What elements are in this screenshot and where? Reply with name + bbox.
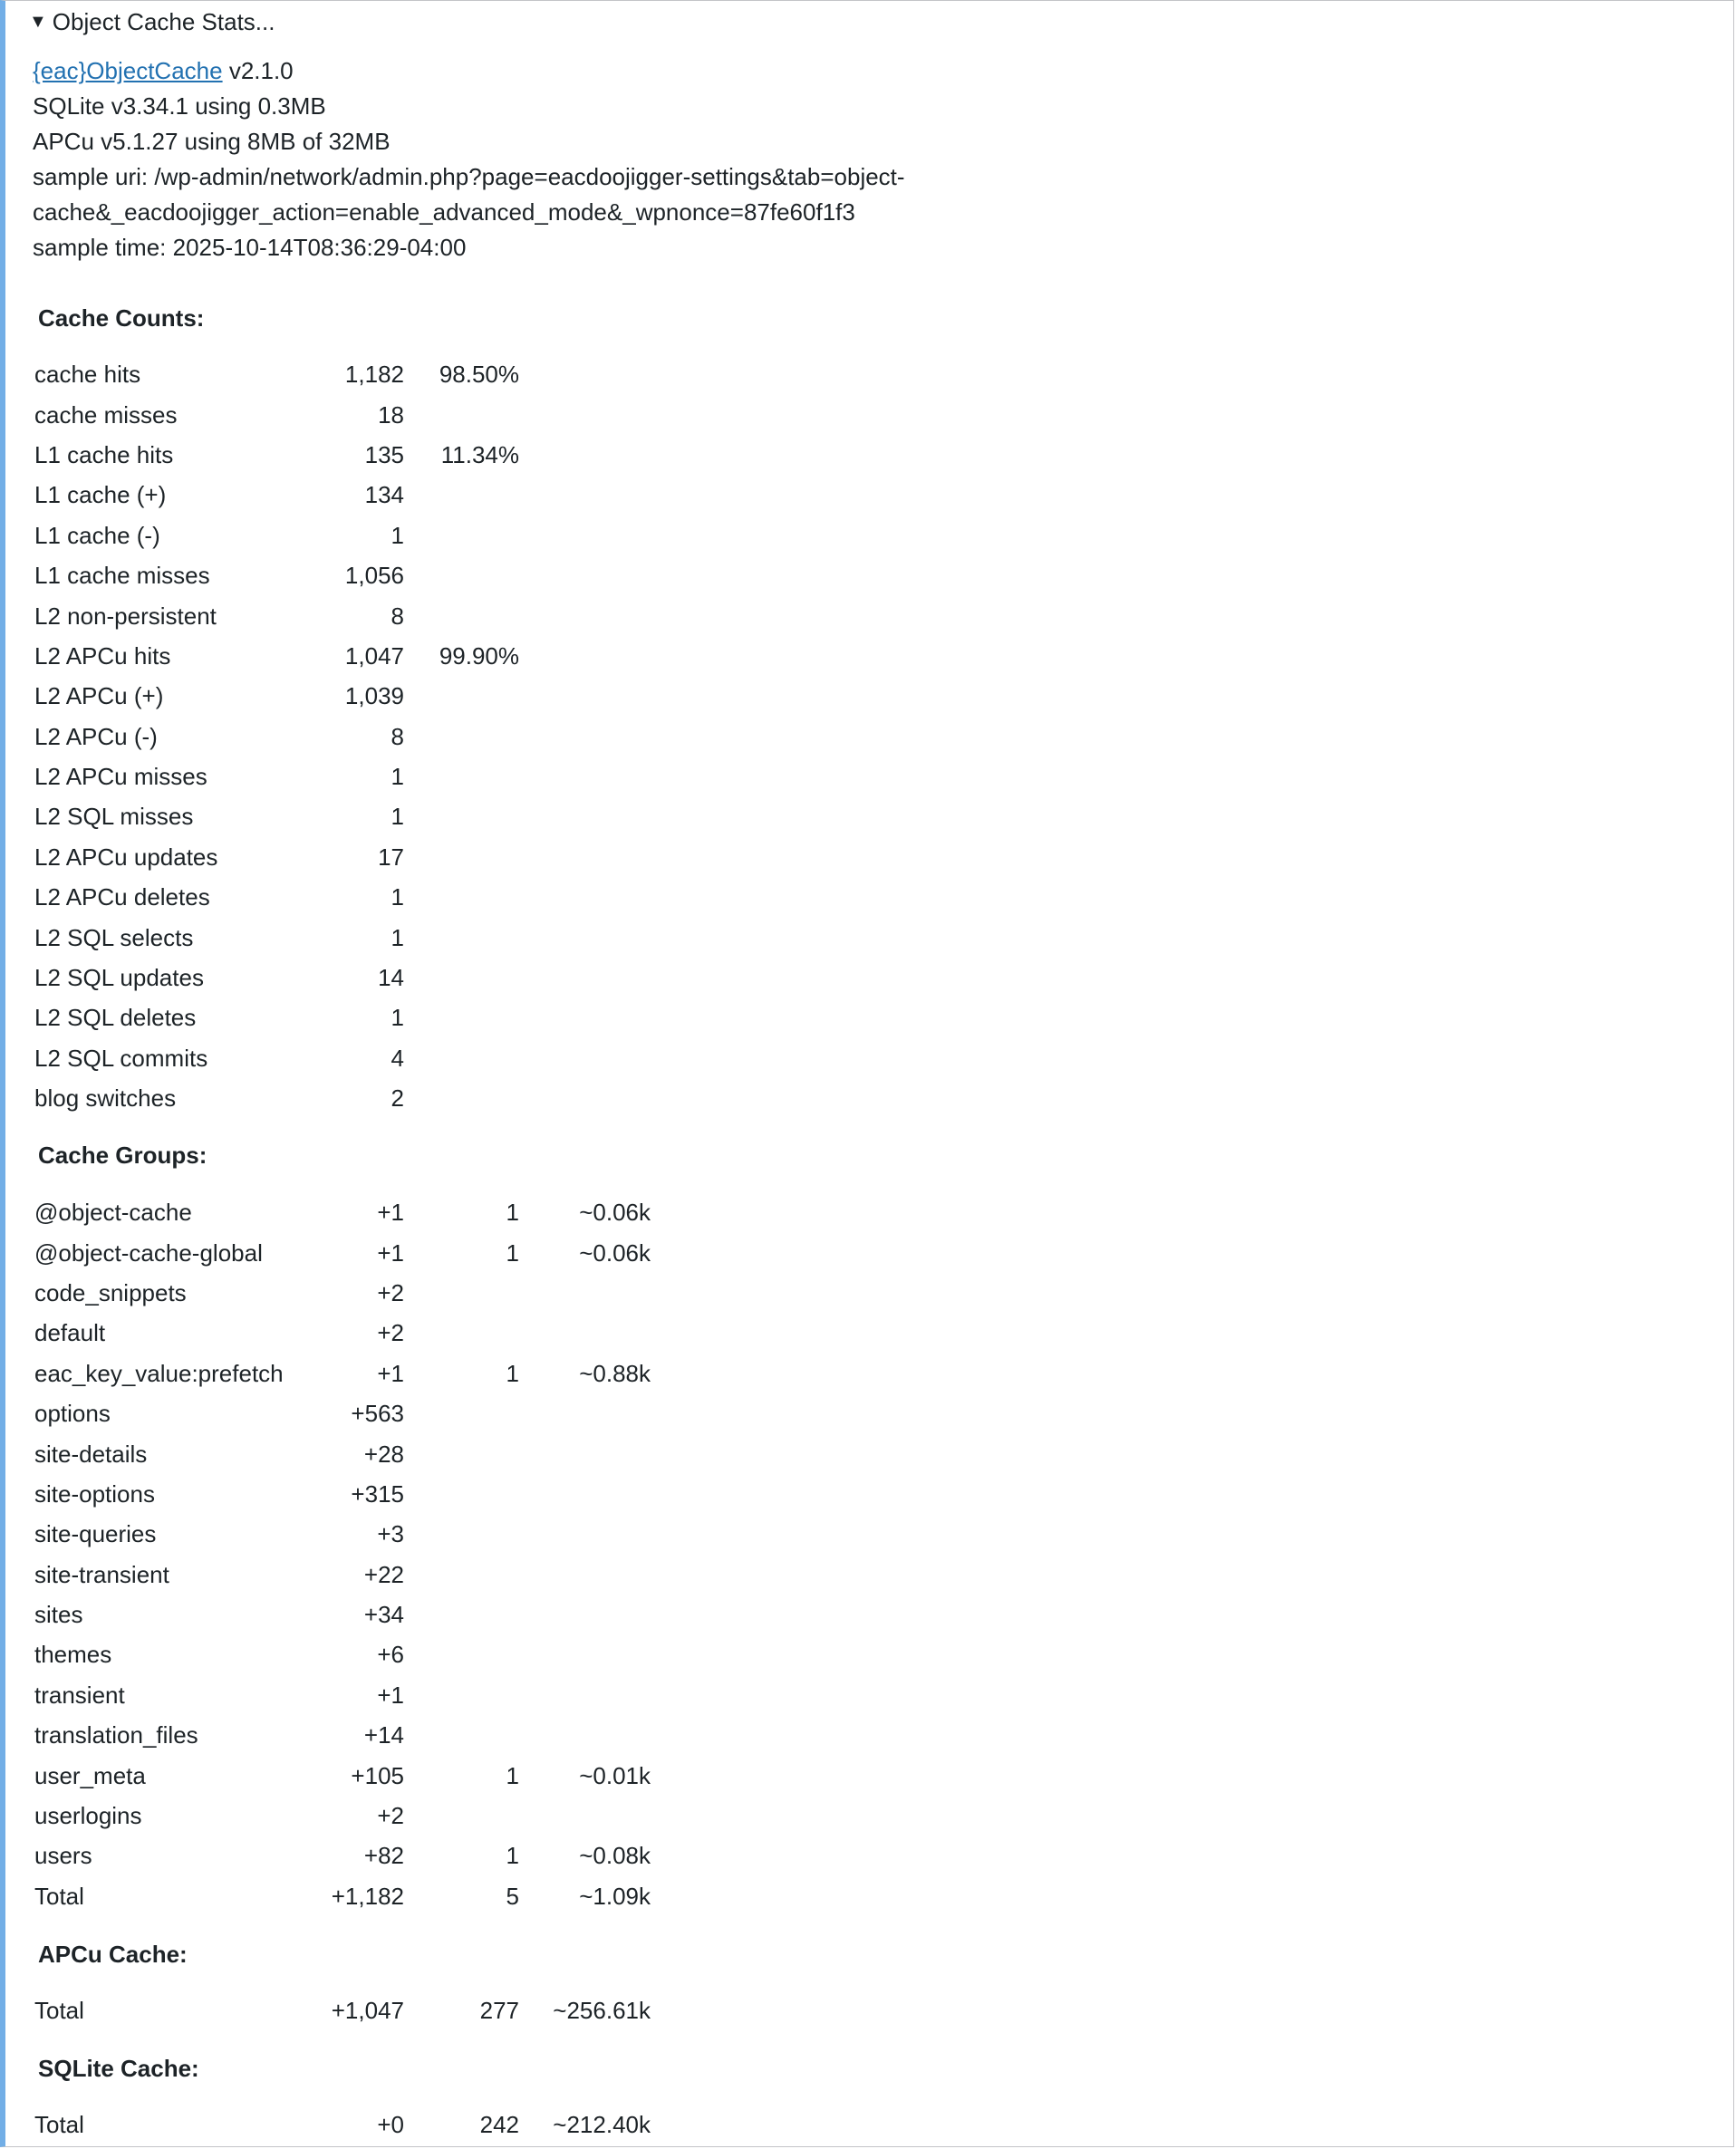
table-row	[33, 1313, 651, 1353]
table-row	[33, 1354, 651, 1393]
table-row	[33, 1273, 651, 1313]
group-label: site-queries	[34, 1520, 157, 1548]
stat-percent	[404, 516, 519, 555]
stat-percent: 99.90%	[439, 641, 519, 670]
table-row	[33, 756, 519, 796]
group-label: Total	[34, 2111, 84, 2139]
group-label: @object-cache	[34, 1199, 192, 1227]
group-size: ~0.06k	[579, 1199, 651, 1227]
table-row	[33, 917, 519, 957]
table-row	[33, 1232, 651, 1272]
group-label: translation_files	[34, 1721, 198, 1749]
group-label: site-transient	[34, 1560, 169, 1588]
group-label: options	[34, 1400, 111, 1428]
group-items	[404, 1393, 519, 1433]
table-row	[33, 1555, 651, 1595]
stat-percent	[404, 917, 519, 957]
table-row	[33, 394, 519, 434]
table-row	[33, 676, 519, 716]
table-row	[33, 516, 519, 555]
group-size	[519, 1715, 651, 1755]
stat-label: cache misses	[34, 400, 178, 429]
group-size	[519, 1474, 651, 1514]
group-items	[404, 1433, 519, 1473]
apcu-cache-table	[33, 1990, 651, 2030]
group-items	[404, 1555, 519, 1595]
group-count: +2	[377, 1319, 404, 1347]
table-row	[33, 958, 519, 997]
group-label: eac_key_value:prefetch	[34, 1359, 284, 1387]
stat-label: L2 SQL deletes	[34, 1004, 197, 1032]
table-row	[33, 555, 519, 595]
group-items	[404, 1313, 519, 1353]
stat-label: cache hits	[34, 361, 141, 389]
stat-label: L2 SQL updates	[34, 964, 204, 992]
group-label: sites	[34, 1601, 83, 1629]
group-size	[519, 1595, 651, 1634]
table-row	[33, 837, 519, 877]
stat-percent	[404, 475, 519, 515]
cache-groups-title: Cache Groups:	[38, 1142, 207, 1169]
stat-value: 1	[391, 521, 404, 549]
table-row	[33, 1514, 651, 1554]
cache-groups-table	[33, 1192, 651, 1916]
table-row	[33, 1634, 651, 1674]
group-items	[404, 1273, 519, 1313]
stat-percent	[404, 877, 519, 917]
group-items	[404, 1675, 519, 1715]
stat-value: 17	[378, 843, 404, 871]
group-size	[519, 1273, 651, 1313]
group-label: default	[34, 1319, 106, 1347]
group-label: userlogins	[34, 1802, 142, 1830]
group-count: +34	[363, 1601, 404, 1629]
group-items: 1	[506, 1199, 519, 1227]
stat-percent	[404, 555, 519, 595]
group-label: site-details	[34, 1440, 148, 1468]
stat-label: L2 non-persistent	[34, 602, 217, 630]
table-row	[33, 354, 519, 394]
stat-label: L2 APCu misses	[34, 763, 207, 791]
group-items	[404, 1796, 519, 1836]
table-row	[33, 1836, 651, 1875]
sqlite-cache-title: SQLite Cache:	[38, 2055, 199, 2082]
stat-value: 1	[391, 803, 404, 831]
group-items	[404, 1634, 519, 1674]
group-count: +1,047	[331, 1997, 404, 2025]
group-items: 1	[506, 1238, 519, 1267]
cache-counts-title: Cache Counts:	[38, 304, 205, 332]
group-count: +563	[351, 1400, 404, 1428]
stat-label: L2 SQL selects	[34, 923, 194, 951]
stat-value: 1	[391, 923, 404, 951]
group-count: +0	[377, 2111, 404, 2139]
group-label: themes	[34, 1641, 112, 1669]
stat-label: L2 APCu (-)	[34, 722, 158, 750]
group-items: 1	[506, 1842, 519, 1870]
table-row	[33, 1715, 651, 1755]
table-row	[33, 877, 519, 917]
stat-label: L1 cache (-)	[34, 521, 160, 549]
cache-info	[33, 53, 1029, 265]
group-items	[404, 1595, 519, 1634]
group-size: ~0.88k	[579, 1359, 651, 1387]
stat-value: 1,056	[344, 562, 404, 590]
group-label: @object-cache-global	[34, 1238, 263, 1267]
stat-label: L2 SQL misses	[34, 803, 194, 831]
sample-uri-line-2: cache&_eacdoojigger_action=enable_advanced_mode&_wpnonce=87fe60f1f3	[33, 198, 855, 226]
table-row	[33, 1192, 651, 1232]
group-size	[519, 1313, 651, 1353]
stat-percent	[404, 595, 519, 635]
group-size	[519, 1393, 651, 1433]
stat-label: L2 APCu deletes	[34, 883, 210, 911]
group-count: +14	[363, 1721, 404, 1749]
table-row	[33, 2105, 651, 2144]
stat-label: L2 SQL commits	[34, 1044, 208, 1072]
cache-counts-table	[33, 354, 519, 1118]
plugin-version-line	[33, 53, 1029, 89]
group-size: ~0.08k	[579, 1842, 651, 1870]
table-row	[33, 1675, 651, 1715]
table-row	[33, 717, 519, 756]
stat-label: L1 cache hits	[34, 440, 174, 468]
table-row	[33, 1796, 651, 1836]
group-label: Total	[34, 1882, 84, 1910]
group-size	[519, 1796, 651, 1836]
table-row	[33, 1595, 651, 1634]
stat-value: 1	[391, 883, 404, 911]
group-size	[519, 1433, 651, 1473]
group-count: +315	[351, 1479, 404, 1508]
stat-percent	[404, 837, 519, 877]
sqlite-cache-table	[33, 2105, 651, 2144]
group-items	[404, 1715, 519, 1755]
group-count: +1	[377, 1359, 404, 1387]
table-row	[33, 997, 519, 1037]
group-count: +82	[363, 1842, 404, 1870]
group-count: +1	[377, 1238, 404, 1267]
apcu-cache-title: APCu Cache:	[38, 1941, 188, 1968]
group-count: +3	[377, 1520, 404, 1548]
group-items: 277	[479, 1997, 519, 2025]
summary-label: Object Cache Stats...	[52, 8, 275, 35]
stat-value: 134	[364, 481, 404, 509]
group-items: 5	[506, 1882, 519, 1910]
object-cache-stats-toggle[interactable]	[29, 8, 275, 35]
group-label: code_snippets	[34, 1278, 187, 1306]
group-count: +22	[363, 1560, 404, 1588]
sqlite-info: SQLite v3.34.1 using 0.3MB	[33, 92, 326, 120]
group-label: site-options	[34, 1479, 155, 1508]
group-label: Total	[34, 1997, 84, 2025]
group-count: +1	[377, 1199, 404, 1227]
table-row	[33, 1755, 651, 1795]
stat-label: L1 cache (+)	[34, 481, 167, 509]
apcu-info: APCu v5.1.27 using 8MB of 32MB	[33, 128, 391, 155]
stat-value: 1,039	[344, 682, 404, 710]
stat-percent	[404, 676, 519, 716]
sample-time: sample time: 2025-10-14T08:36:29-04:00	[33, 234, 467, 261]
plugin-version: v2.1.0	[222, 57, 294, 84]
stat-value: 2	[391, 1084, 404, 1113]
group-count: +28	[363, 1440, 404, 1468]
group-count: +1,182	[331, 1882, 404, 1910]
group-count: +1	[377, 1681, 404, 1709]
stat-label: L1 cache misses	[34, 562, 210, 590]
stat-value: 14	[378, 964, 404, 992]
stat-value: 4	[391, 1044, 404, 1072]
group-size	[519, 1675, 651, 1715]
table-row	[33, 1990, 651, 2030]
group-items	[404, 1474, 519, 1514]
group-label: transient	[34, 1681, 125, 1709]
group-label: users	[34, 1842, 92, 1870]
group-items	[404, 1514, 519, 1554]
group-items: 1	[506, 1359, 519, 1387]
group-size: ~1.09k	[579, 1882, 651, 1910]
stat-value: 1	[391, 1004, 404, 1032]
stat-value: 1,182	[344, 361, 404, 389]
group-label: user_meta	[34, 1761, 146, 1789]
table-row	[33, 1474, 651, 1514]
table-row	[33, 435, 519, 475]
stat-label: L2 APCu hits	[34, 641, 171, 670]
expanded-triangle-icon: ▼	[29, 12, 47, 32]
table-row	[33, 1876, 651, 1916]
stat-percent: 98.50%	[439, 361, 519, 389]
stat-value: 18	[378, 400, 404, 429]
group-size: ~256.61k	[553, 1997, 651, 2025]
group-count: +2	[377, 1278, 404, 1306]
table-row	[33, 1038, 519, 1078]
stat-label: blog switches	[34, 1084, 177, 1113]
stat-percent	[404, 756, 519, 796]
stat-percent	[404, 958, 519, 997]
group-size: ~212.40k	[553, 2111, 651, 2139]
table-row	[33, 595, 519, 635]
stat-percent	[404, 1038, 519, 1078]
stat-value: 8	[391, 602, 404, 630]
stat-percent	[404, 1078, 519, 1118]
group-count: +105	[351, 1761, 404, 1789]
stat-percent	[404, 796, 519, 836]
object-cache-link[interactable]: {eac}ObjectCache	[33, 57, 223, 84]
stat-percent	[404, 394, 519, 434]
stat-percent	[404, 997, 519, 1037]
sample-uri-line-1: sample uri: /wp-admin/network/admin.php?page=eacdoojigger-settings&tab=object-	[33, 163, 905, 190]
group-size: ~0.06k	[579, 1238, 651, 1267]
group-items: 1	[506, 1761, 519, 1789]
group-items: 242	[479, 2111, 519, 2139]
table-row	[33, 1393, 651, 1433]
group-size	[519, 1514, 651, 1554]
table-row	[33, 1433, 651, 1473]
table-row	[33, 796, 519, 836]
table-row	[33, 1078, 519, 1118]
group-count: +2	[377, 1802, 404, 1830]
group-size: ~0.01k	[579, 1761, 651, 1789]
group-size	[519, 1634, 651, 1674]
group-count: +6	[377, 1641, 404, 1669]
table-row	[33, 636, 519, 676]
group-size	[519, 1555, 651, 1595]
stat-label: L2 APCu (+)	[34, 682, 164, 710]
stat-value: 135	[364, 440, 404, 468]
stat-label: L2 APCu updates	[34, 843, 218, 871]
table-row	[33, 475, 519, 515]
stat-value: 8	[391, 722, 404, 750]
stat-percent	[404, 717, 519, 756]
stat-percent: 11.34%	[440, 440, 519, 468]
stat-value: 1	[391, 763, 404, 791]
stat-value: 1,047	[344, 641, 404, 670]
